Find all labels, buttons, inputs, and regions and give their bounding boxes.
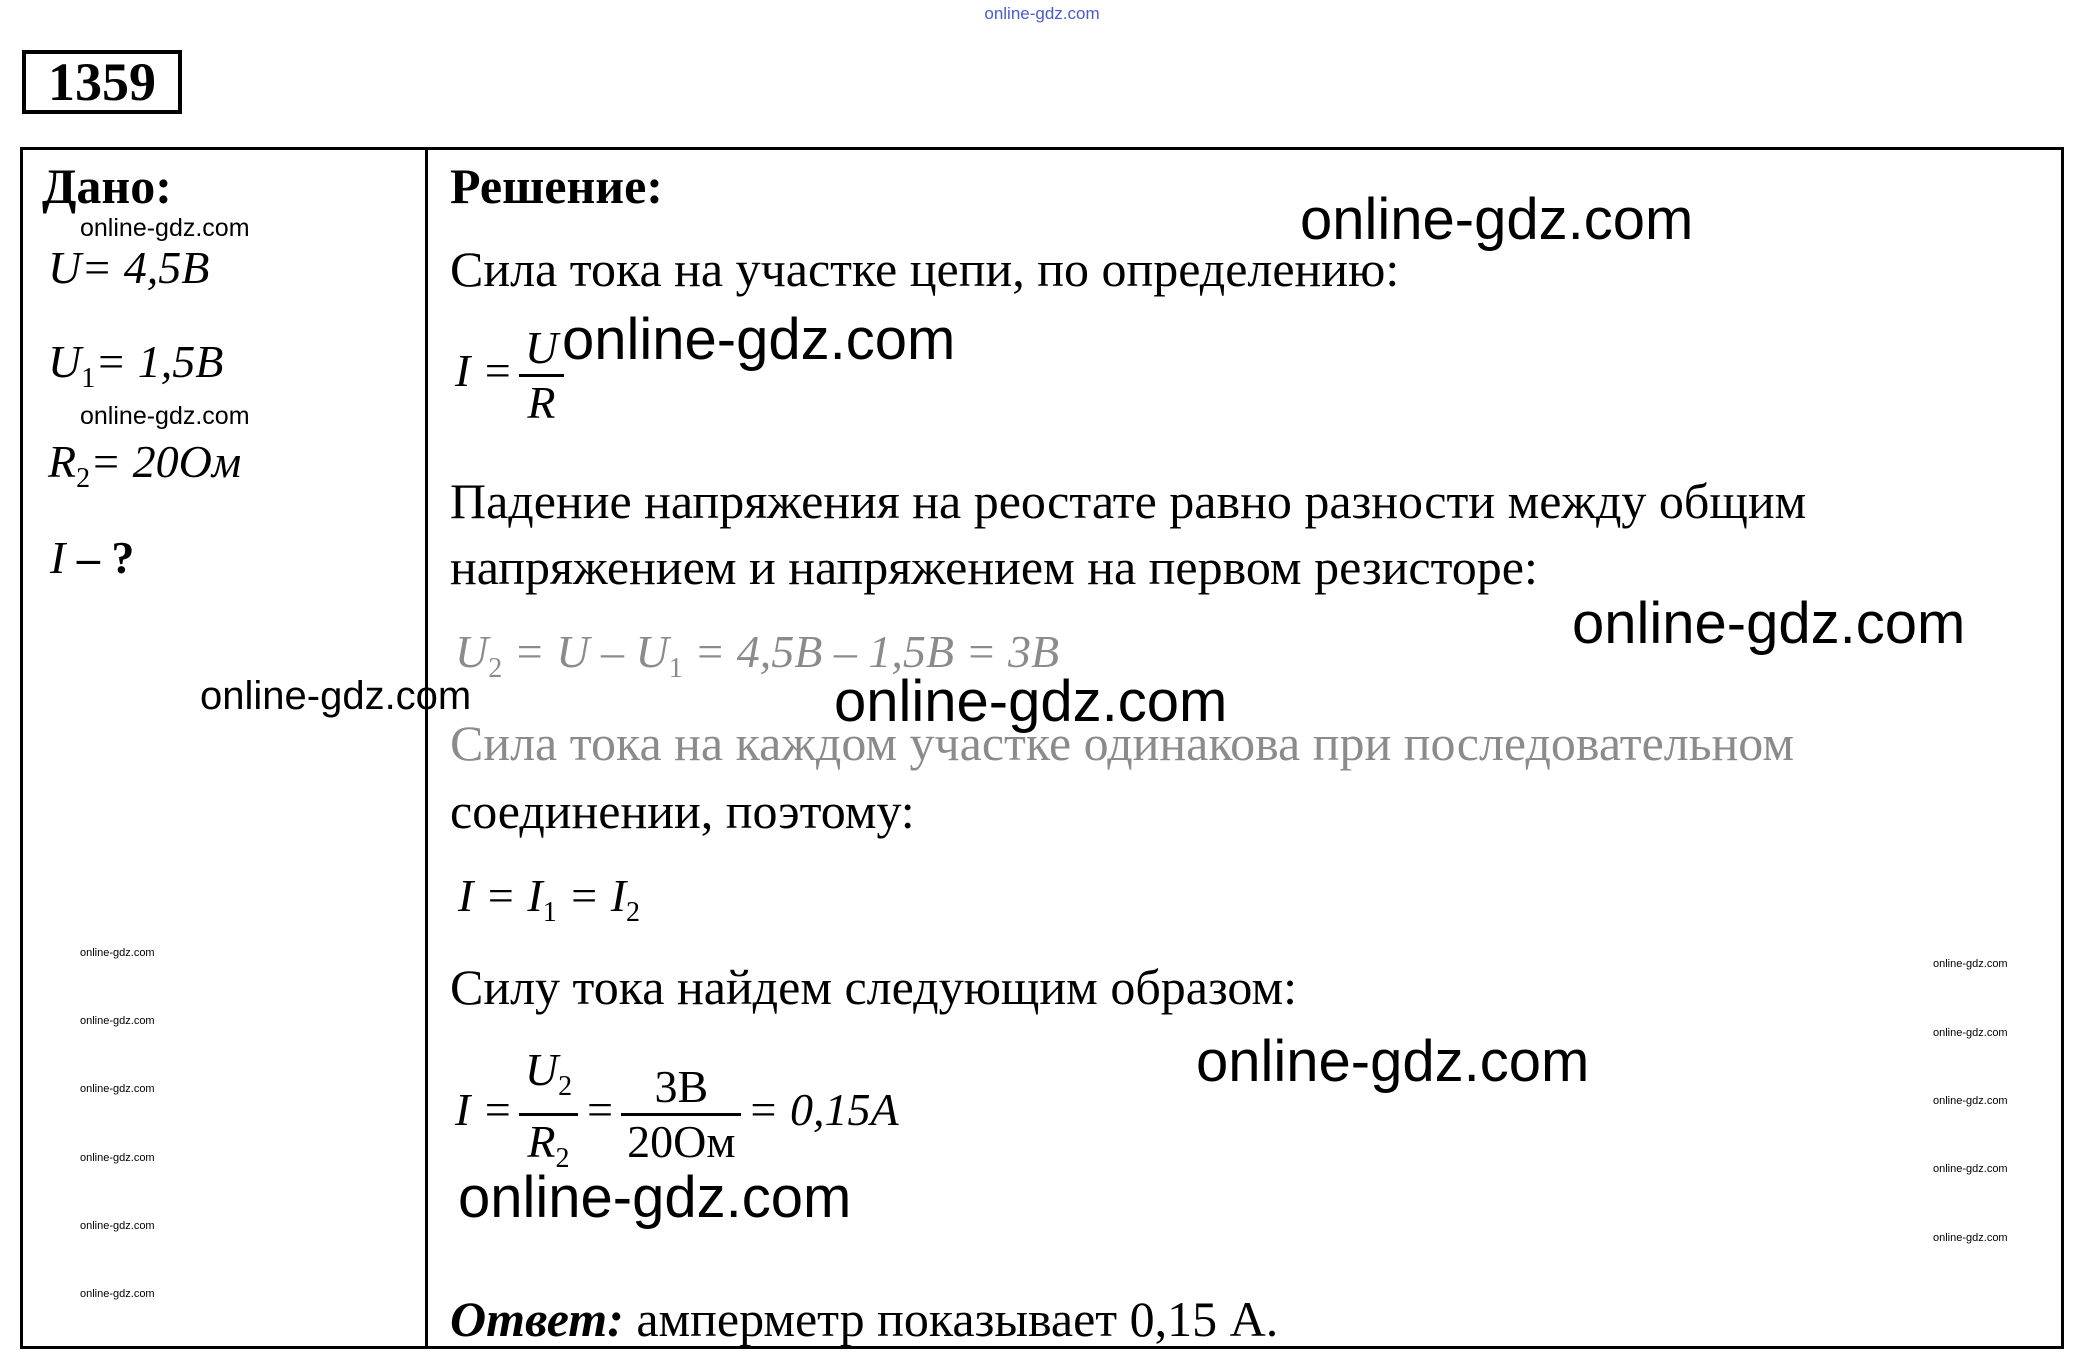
watermark: online-gdz.com bbox=[200, 674, 472, 718]
solution-paragraph-3b: соединении, поэтому: bbox=[450, 783, 915, 839]
watermark: online-gdz.com bbox=[80, 1220, 155, 1232]
given-voltage: U= 4,5В bbox=[48, 242, 210, 293]
solution-paragraph-4: Силу тока найдем следующим образом: bbox=[450, 959, 1297, 1015]
watermark: online-gdz.com bbox=[1933, 1095, 2008, 1107]
watermark: online-gdz.com bbox=[80, 1083, 155, 1095]
solution-paragraph-2b: напряжением и напряжением на первом резисторе: bbox=[450, 539, 1538, 595]
watermark: online-gdz.com bbox=[80, 214, 250, 242]
formula-voltage-drop: $U_2 = U - U_1 = 4,5В - 1,5В = 3В$ bbox=[455, 626, 1060, 684]
watermark: online-gdz.com bbox=[1300, 187, 1694, 252]
watermark: online-gdz.com bbox=[1933, 958, 2008, 970]
given-heading: Дано: bbox=[42, 158, 172, 214]
watermark: online-gdz.com bbox=[80, 1288, 155, 1300]
watermark: online-gdz.com bbox=[1933, 1027, 2008, 1039]
watermark: online-gdz.com bbox=[1196, 1029, 1590, 1094]
watermark: online-gdz.com bbox=[458, 1165, 852, 1230]
solution-paragraph-3a: Сила тока на каждом участке одинакова при последовательном bbox=[450, 715, 1794, 771]
solution-heading: Решение: bbox=[450, 158, 663, 214]
top-watermark: online-gdz.com bbox=[984, 4, 1100, 23]
watermark: online-gdz.com bbox=[1572, 591, 1966, 656]
answer: Ответ: амперметр показывает 0,15 А. bbox=[450, 1291, 1279, 1347]
solution-paragraph-1: Сила тока на участке цепи, по определению: bbox=[450, 241, 1400, 297]
watermark: online-gdz.com bbox=[1933, 1163, 2008, 1175]
given-resistance-2: $R_2= 20Ом$ bbox=[48, 436, 242, 494]
column-divider bbox=[425, 147, 428, 1349]
watermark: online-gdz.com bbox=[834, 669, 1228, 734]
watermark: online-gdz.com bbox=[1933, 1232, 2008, 1244]
watermark: online-gdz.com bbox=[80, 1152, 155, 1164]
formula-current-equal: $I = I_1 = I_2$ bbox=[458, 870, 641, 928]
problem-number: 1359 bbox=[22, 50, 182, 114]
watermark: online-gdz.com bbox=[562, 307, 956, 372]
formula-current-result: I = $\frac{U_2}{R_2}$ = $\frac{3В}{20Ом}$ = 0,15А bbox=[455, 1044, 899, 1174]
watermark: online-gdz.com bbox=[80, 947, 155, 959]
watermark: online-gdz.com bbox=[80, 1015, 155, 1027]
formula-ohms-law: I = $\frac{U}{R}$ bbox=[455, 322, 570, 429]
watermark: online-gdz.com bbox=[80, 402, 250, 430]
given-unknown: I – ? bbox=[50, 532, 135, 583]
solution-paragraph-2a: Падение напряжения на реостате равно разности между общим bbox=[450, 473, 1807, 529]
given-voltage-1: $U_1= 1,5В$ bbox=[48, 336, 224, 394]
